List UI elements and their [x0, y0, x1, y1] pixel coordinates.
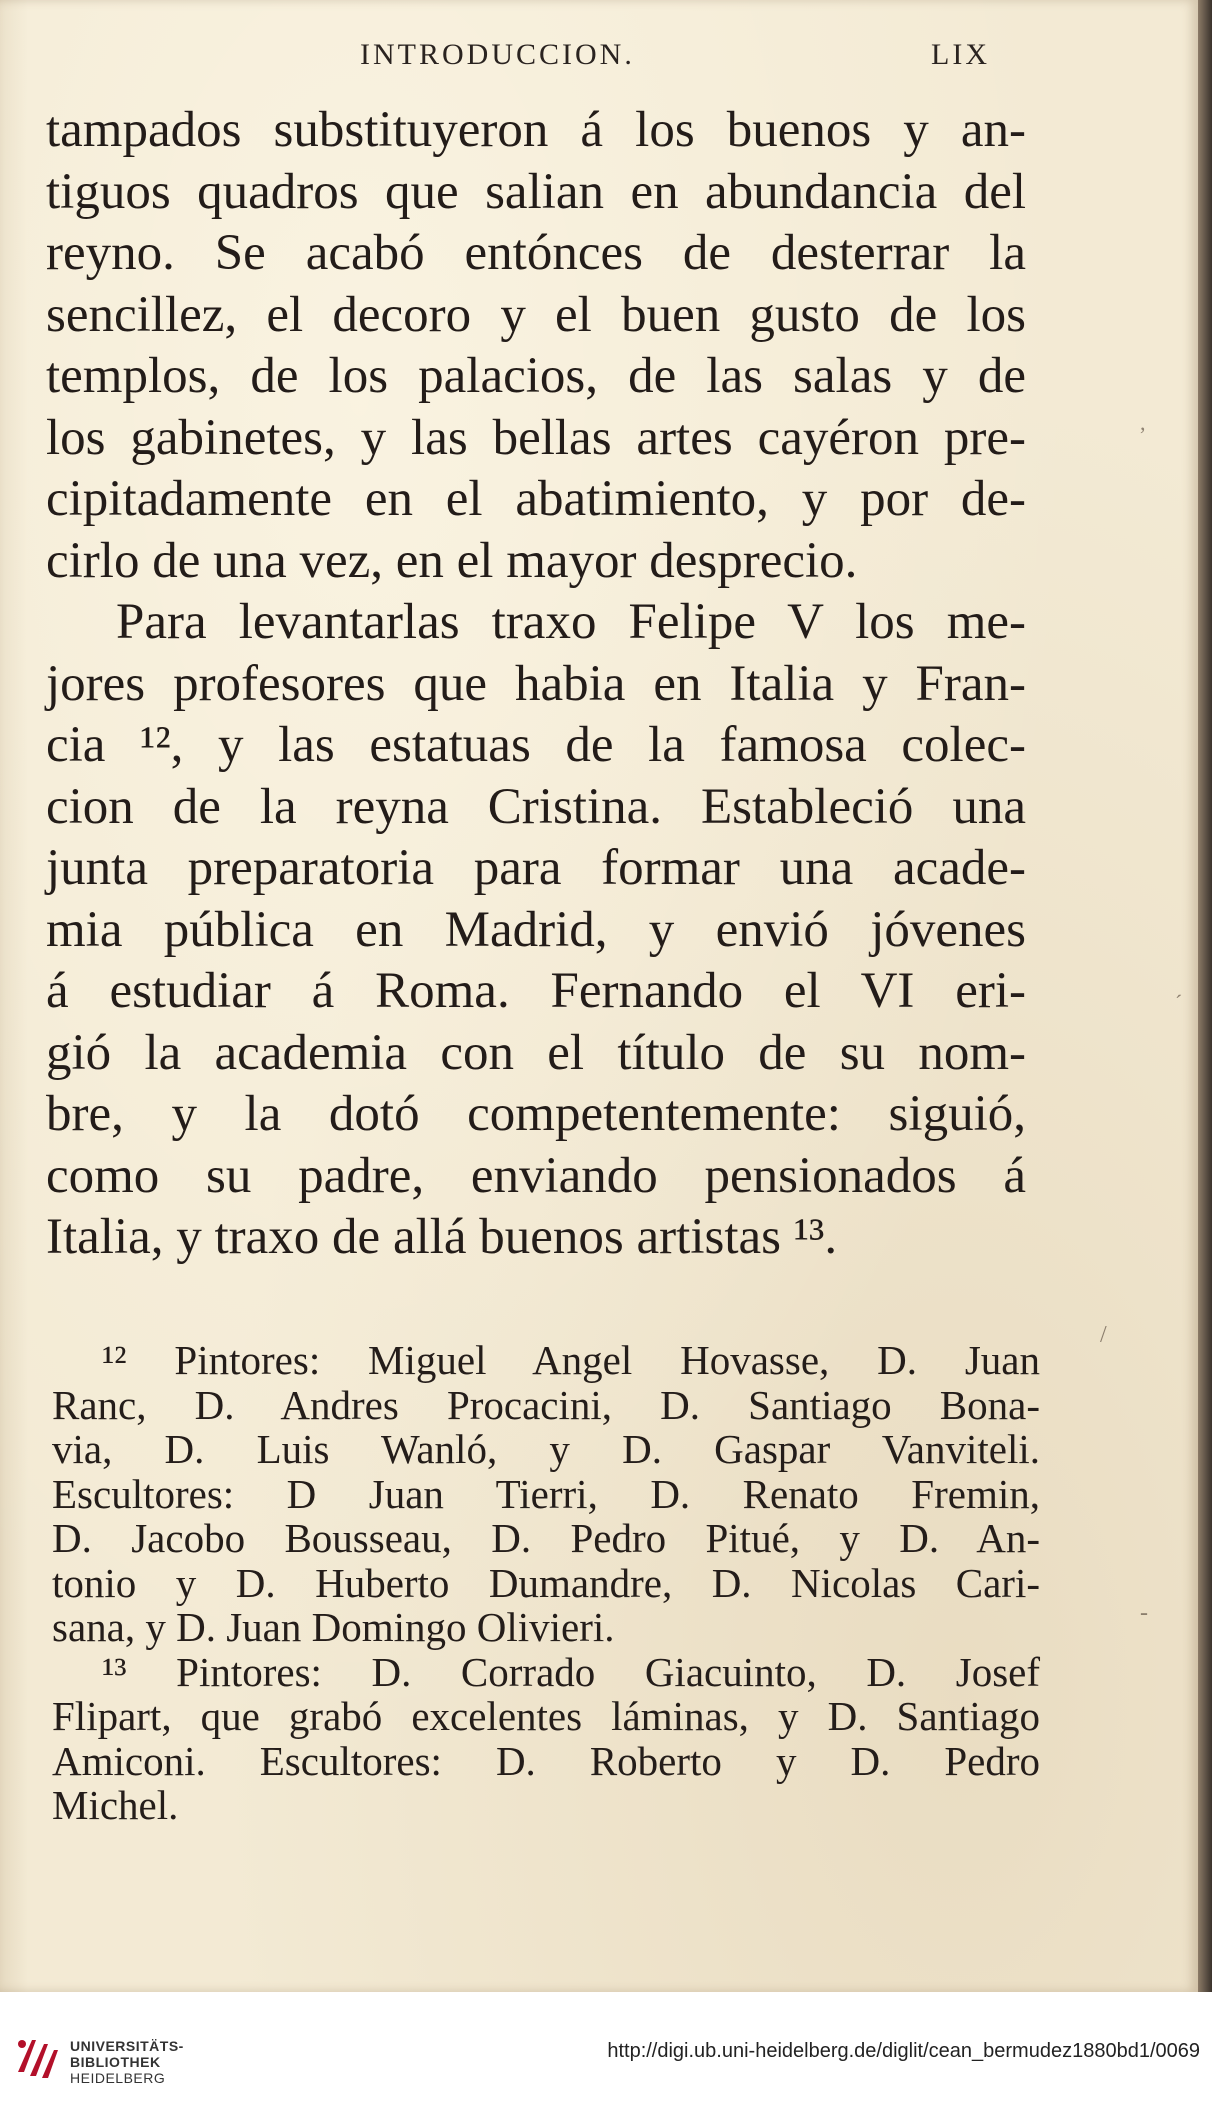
library-line: UNIVERSITÄTS-: [70, 2038, 184, 2054]
text-line: tiguos quadros que salian en abundancia del: [46, 163, 1026, 220]
text-line: como su padre, enviando pensionados á: [46, 1147, 1026, 1204]
footnote-line: sana, y D. Juan Domingo Olivieri.: [52, 1604, 615, 1650]
footnote-line: tonio y D. Huberto Dumandre, D. Nicolas Cari-: [52, 1559, 1040, 1606]
footnotes: [52, 1338, 1040, 1828]
text-line: cia ¹², y las estatuas de la famosa colec-: [46, 717, 1026, 773]
footnote-line: Escultores: D Juan Tierri, D. Renato Fremin,: [52, 1470, 1040, 1517]
text-line: mia pública en Madrid, y envió jóvenes: [46, 901, 1026, 958]
footnote-line: ¹³ Pintores: D. Corrado Giacuinto, D. Josef: [102, 1648, 1040, 1695]
margin-tick: ´: [1175, 990, 1183, 1015]
text-line: junta preparatoria para formar una acade-: [46, 840, 1026, 896]
text-line: bre, y la dotó competentemente: siguió,: [46, 1086, 1026, 1142]
footnote-line: Amiconi. Escultores: D. Roberto y D. Pedro: [52, 1737, 1040, 1784]
text-line: reyno. Se acabó entónces de desterrar la: [46, 225, 1026, 281]
page-edge: [1198, 0, 1212, 1992]
text-line: Italia, y traxo de allá buenos artistas ¹³.: [46, 1209, 838, 1265]
main-text: [46, 100, 1026, 1269]
text-line: cipitadamente en el abatimiento, y por de-: [46, 471, 1026, 527]
margin-tick: /: [1100, 1322, 1107, 1348]
footnote-line: ¹² Pintores: Miguel Angel Hovasse, D. Juan: [102, 1337, 1040, 1383]
text-line: cirlo de una vez, en el mayor desprecio.: [46, 532, 858, 589]
footnote-line: via, D. Luis Wanló, y D. Gaspar Vanviteli.: [52, 1426, 1040, 1472]
page-header: [360, 38, 990, 82]
text-line: á estudiar á Roma. Fernando el VI eri-: [46, 963, 1026, 1019]
text-line: Para levantarlas traxo Felipe V los me-: [116, 594, 1026, 650]
footnote-line: D. Jacobo Bousseau, D. Pedro Pitué, y D. An-: [52, 1515, 1040, 1561]
text-line: gió la academia con el título de su nom-: [46, 1024, 1026, 1081]
text-line: templos, de los palacios, de las salas y de: [46, 348, 1026, 404]
library-name: [70, 2038, 184, 2086]
library-line: HEIDELBERG: [70, 2070, 166, 2086]
text-line: tampados substituyeron á los buenos y an-: [46, 102, 1026, 158]
margin-tick: -: [1140, 1600, 1148, 1626]
source-url[interactable]: http://digi.ub.uni-heidelberg.de/diglit/cean_bermudez1880bd1/0069: [607, 2040, 1200, 2062]
library-line: BIBLIOTHEK: [70, 2054, 161, 2070]
page-number: LIX: [931, 38, 990, 71]
text-line: cion de la reyna Cristina. Estableció una: [46, 778, 1026, 835]
university-seal-icon: [12, 2032, 62, 2084]
text-line: los gabinetes, y las bellas artes cayéron pre-: [46, 409, 1026, 466]
text-line: jores profesores que habia en Italia y Fran-: [46, 655, 1026, 712]
text-line: sencillez, el decoro y el buen gusto de los: [46, 286, 1026, 343]
footnote-line: Michel.: [52, 1782, 179, 1828]
running-head: INTRODUCCION.: [360, 38, 635, 71]
margin-tick: ,: [1140, 410, 1146, 435]
footnote-line: Ranc, D. Andres Procacini, D. Santiago Bona-: [52, 1381, 1040, 1428]
footnote-line: Flipart, que grabó excelentes láminas, y D. Santiago: [52, 1693, 1040, 1739]
